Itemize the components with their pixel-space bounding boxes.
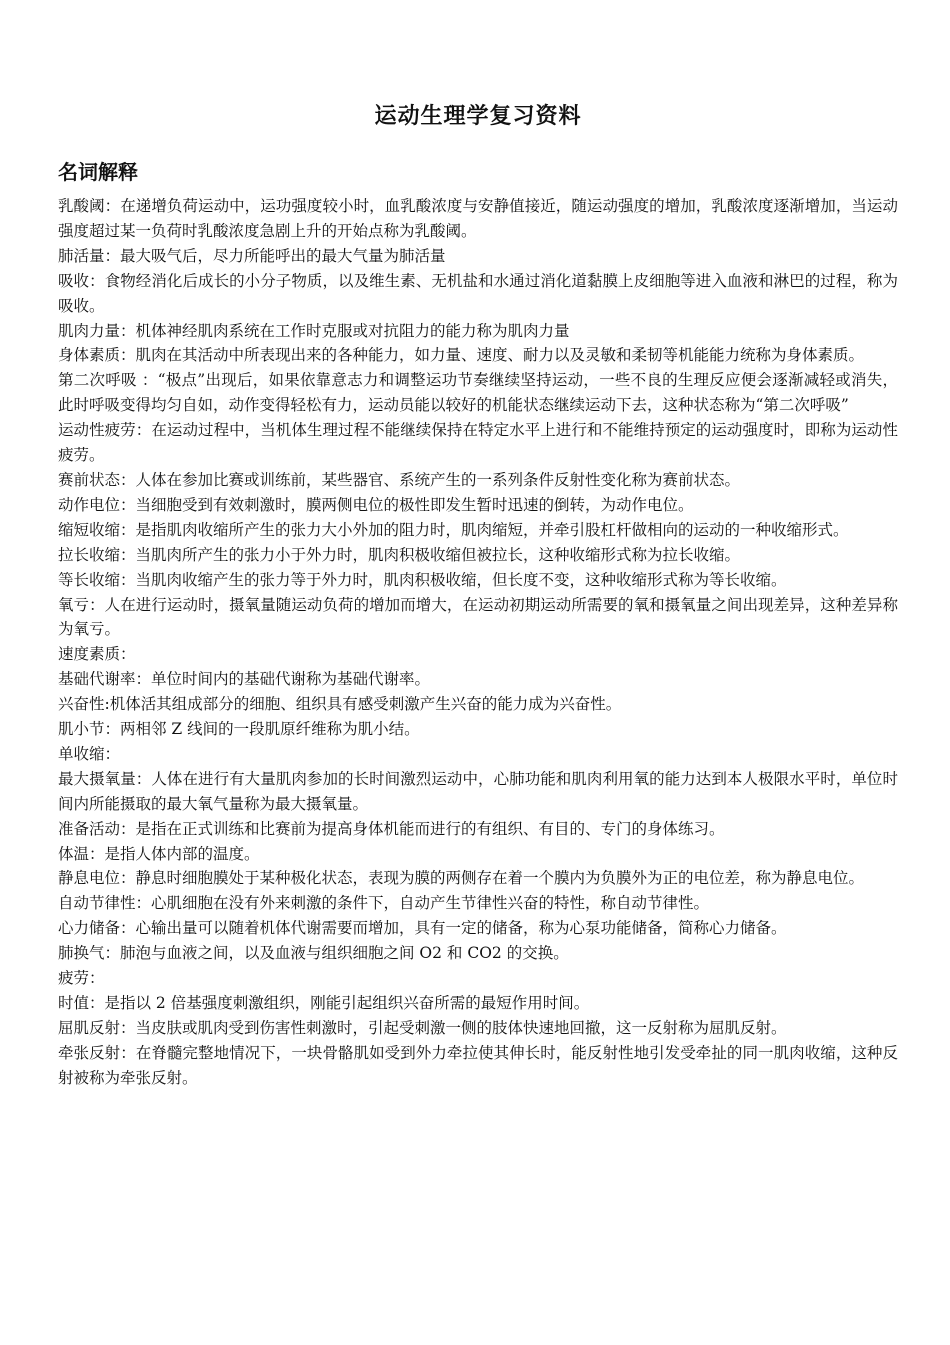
definition-entry: 基础代谢率：单位时间内的基础代谢称为基础代谢率。 [58, 670, 431, 689]
definition-entry: 疲劳： [58, 969, 105, 988]
definition-entry: 屈肌反射：当皮肤或肌肉受到伤害性刺激时，引起受刺激一侧的肢体快速地回撤，这一反射称为屈肌反射。 [58, 1018, 787, 1037]
document-page [58, 98, 898, 1091]
definition-entry: 速度素质： [58, 645, 136, 664]
definition-entry: 静息电位：静息时细胞膜处于某种极化状态，表现为膜的两侧存在着一个膜内为负膜外为正的电位差，称为静息电位。 [58, 869, 865, 888]
definition-entry: 肌小节：两相邻 Z 线间的一段肌原纤维称为肌小结。 [58, 720, 420, 739]
definition-entry: 兴奋性:机体活其组成部分的细胞、组织具有感受刺激产生兴奋的能力成为兴奋性。 [58, 695, 622, 714]
definition-entry: 动作电位：当细胞受到有效刺激时，膜两侧电位的极性即发生暂时迅速的倒转，为动作电位。 [58, 495, 694, 514]
definition-entry: 心力储备：心输出量可以随着机体代谢需要而增加，具有一定的储备，称为心泵功能储备，简称心力储备。 [58, 919, 787, 938]
definition-entry: 缩短收缩：是指肌肉收缩所产生的张力大小外加的阻力时，肌肉缩短，并牵引股杠杆做相向的运动的一种收缩形式。 [58, 520, 849, 539]
definition-entry: 牵张反射：在脊髓完整地情况下，一块骨骼肌如受到外力牵拉使其伸长时，能反射性地引发受牵扯的同一肌肉收缩，这种反射被称为牵张反射。 [58, 1043, 898, 1087]
definition-entry: 自动节律性：心肌细胞在没有外来刺激的条件下，自动产生节律性兴奋的特性，称自动节律性。 [58, 894, 710, 913]
definition-entry: 准备活动：是指在正式训练和比赛前为提高身体机能而进行的有组织、有目的、专门的身体练习。 [58, 819, 725, 838]
definition-entry: 运动性疲劳：在运动过程中，当机体生理过程不能继续保持在特定水平上进行和不能维持预定的运动强度时，即称为运动性疲劳。 [58, 421, 898, 465]
definition-entry: 吸收：食物经消化后成长的小分子物质，以及维生素、无机盐和水通过消化道黏膜上皮细胞等进入血液和淋巴的过程，称为吸收。 [58, 271, 898, 315]
definition-entry: 身体素质：肌肉在其活动中所表现出来的各种能力，如力量、速度、耐力以及灵敏和柔韧等机能能力统称为身体素质。 [58, 346, 865, 365]
definition-entry: 拉长收缩：当肌肉所产生的张力小于外力时，肌肉积极收缩但被拉长，这种收缩形式称为拉长收缩。 [58, 545, 741, 564]
definition-list [58, 194, 898, 1091]
definition-entry: 第二次呼吸 ：“极点”出现后，如果依靠意志力和调整运功节奏继续坚持运动，一些不良的生理反应便会逐渐减轻或消失，此时呼吸变得均匀自如，动作变得轻松有力，运动员能以较好的机能状态继续运动下去，这种状态称为“第二次呼吸” [58, 371, 898, 415]
definition-entry: 肺换气：肺泡与血液之间，以及血液与组织细胞之间 O2 和 CO2 的交换。 [58, 944, 569, 963]
section-heading: 名词解释 [58, 160, 138, 184]
definition-entry: 时值：是指以 2 倍基强度刺激组织，刚能引起组织兴奋所需的最短作用时间。 [58, 994, 590, 1012]
definition-entry: 最大摄氧量：人体在进行有大量肌肉参加的长时间激烈运动中，心肺功能和肌肉利用氧的能力达到本人极限水平时，单位时间内所能摄取的最大氧气量称为最大摄氧量。 [58, 769, 898, 813]
definition-entry: 肌肉力量：机体神经肌肉系统在工作时克服或对抗阻力的能力称为肌肉力量 [58, 321, 570, 340]
definition-entry: 乳酸阈：在递增负荷运动中，运功强度较小时，血乳酸浓度与安静值接近，随运动强度的增加，乳酸浓度逐渐增加，当运动强度超过某一负荷时乳酸浓度急剧上升的开始点称为乳酸阈。 [58, 197, 898, 240]
definition-entry: 体温：是指人体内部的温度。 [58, 844, 260, 863]
definition-entry: 单收缩： [58, 744, 121, 763]
definition-entry: 赛前状态：人体在参加比赛或训练前，某些器官、系统产生的一系列条件反射性变化称为赛前状态。 [58, 470, 741, 489]
document-title: 运动生理学复习资料 [374, 103, 582, 129]
definition-entry: 肺活量：最大吸气后，尽力所能呼出的最大气量为肺活量 [58, 246, 446, 265]
definition-entry: 氧亏：人在进行运动时，摄氧量随运动负荷的增加而增大，在运动初期运动所需要的氧和摄氧量之间出现差异，这种差异称为氧亏。 [58, 595, 898, 639]
definition-entry: 等长收缩：当肌肉收缩产生的张力等于外力时，肌肉积极收缩，但长度不变，这种收缩形式称为等长收缩。 [58, 570, 787, 589]
